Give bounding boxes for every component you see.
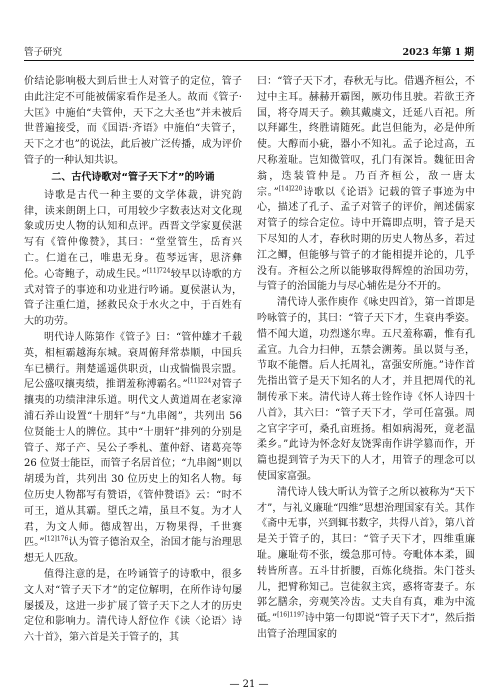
paragraph-text: 明代诗人陈第作《管子》曰：“管仲雄才千载英，相桓霸越海东城。衰周俯拜常恭顺，中国兵车已横行。荆楚遥遥供职贡，山戎惴惴畏宗盟。尼公盛叹攘夷绩，推谓羞称溥霸名。” [24,331,242,391]
paragraph-text: 较早以诗歌的方式对管子的事迹和功业进行吟诵。夏侯湛认为，管子注重仁道，拯救民众于水火之中，于百姓有大的功劳。 [24,268,242,328]
paragraph: 价结论影响极大到后世士人对管子的定位，管子由此注定不可能被儒家看作是圣人。故而《管子·大匡》中施伯“夫管仲，天下之大圣也”并未被后世普遍接受，而《国语·齐语》中施伯“夫管子，天下之才也”的说法，此后被广泛传播，成为评价管子的一种认知共识。 [24,76,242,166]
paragraph-text: 清代诗人钱大昕认为管子之所以被称为“天下才”，与礼义廉耻“四维”思想治理国家有关。其作《斋中无事，兴到辄书数字，共得八首》，第八首是关于管子的，其曰：“管子天下才，四维重廉耻。廉耻苟不张，缓急那可恃。夸毗体本柔，圆转皆所喜。五斗甘折腰，百炼化绕指。朱门苍头儿，把臂称知己。岂徒叙主宾，惑将寄妻子。东郭乞膳余，旁观笑冷齿。丈夫自有真，难为中流砥。” [257,486,475,625]
journal-title: 管子研究 [24,47,63,58]
paragraph [24,330,242,567]
section-heading: 二、古代诗歌对“管子天下才”的吟诵 [51,171,215,183]
paragraph [257,74,475,295]
paragraph [257,485,475,643]
paragraph [24,188,242,330]
paragraph-text: 曰：“管子天下才，春秋无与比。借遇齐桓公，不过中主耳。赫赫开霸图，厥功伟且驶。若欲王齐国，将夺周天子。赖其戴虞文，迁延八百祀。所以拜鄙生，终胜请随死。此岂但能为，必是仲所使。大醇而小疵，器小不知礼。孟子论过高，五尺称羞耻。岂知微管叹，孔门有深旨。魏征田舍翁，迭装管仲是。乃百齐桓公，敌一唐太宗。” [257,76,475,198]
page-number: — 21 — [229,679,269,690]
citation-ref: [16]1197 [277,611,305,619]
issue-label: 2023 年第 1 期 [402,47,474,58]
citation-ref: [14]220 [278,185,303,193]
header-rule [24,60,474,61]
paragraph-text: 诗歌是古代一种主要的文学体裁，讲究韵律，读来朗朗上口，可用较少字数表达对文化现象或历史人物的认知和点评。西晋文学家夏侯湛写有《管仲像赞》，其曰：“堂堂管生，岳育兴亡。仁道在己，唯患无身。苞琴远害，思济彝伦。心寄鲍子，动成生民。” [24,189,242,280]
paragraph-text: 诗作首先指出管子是天下知名的人才，并且把周代的礼制传承下来。清代诗人蒋士铨作诗《怀人诗四十八首》，其六曰：“管子天下才，学可任富强。周之官字字可，桑孔亩班扬。相如病渴死，竟老温柔乡。”此诗为怀念好友饶霁南作讲学篡而作，开篇也提到管子为天下的人才，用管子的理念可以使国家富强。 [257,360,475,482]
citation-ref: [12]176 [44,535,69,543]
paragraph-text: 诗中第一句即说“管子天下才”，然后指出管子治理国家的 [257,613,475,640]
paragraph: 值得注意的是，在吟诵管子的诗歌中，很多文人对“管子天下才”的定位解明，在所作诗句屡屡援及，这进一步扩展了管子天下之人才的历史定位和影响力。清代诗人舒位作《读〈论语〉诗六十首》，第六首是关于管子的，其 [24,568,242,644]
paragraph [257,295,475,485]
right-column [257,74,475,643]
paragraph-text: 诗歌以《论语》记载的管子事迹为中心，描述了孔子、孟子对管子的评价，阐述儒家对管子的综合定位。诗中开篇即点明，管子是天下尽知的人才，春秋时期的历史人物丛多，若过江之鲫，但能够与管子的才能相提并论的，几乎没有。齐桓公之所以能够取得辉煌的治国功劳，与管子的治国能力与尽心辅佐是分不开的。 [257,186,475,293]
citation-ref: [11]224 [187,378,212,386]
running-header [24,44,474,58]
paragraph-text: 认为管子德治双全，治国才能与治理思想无人匹敌。 [24,537,242,565]
paragraph-text: 清代诗人张作庾作《咏史四首》，第一首即是吟咏管子的，其曰：“管子天下才，生衰冉季姿。惜不闻大道，功烈遂尔卑。五尺羞称霸，惟有孔孟宣。九合力扫伸，五禁会溯莠。虽以贤与圣，节取不能僭。后人托周礼，富强安所施。” [257,297,475,372]
paragraph-text: 对管子攘夷的功绩津津乐道。明代文人黄道周在老家漳浦石养山设置“十朋轩”与“九串阁”，共列出 56 位贤能士人的牌位。其中“十朋轩”排列的分别是管子、郑子产、吴公子季札、董仲舒、诸葛亮等 26 位贤士能臣，而管子名居首位；“九串阁”则以胡瑗为首，共列出 30 位历史上的知名人物。每位历史人物都写有赞语，《管仲赞语》云：“时不可王，道从其霸。望氏之靖，虽旦不复。为才人君，为文人师。德成智出，万物果得，千世赛匹。” [24,379,242,549]
left-column [24,74,242,646]
citation-ref: [11]724 [146,267,171,275]
